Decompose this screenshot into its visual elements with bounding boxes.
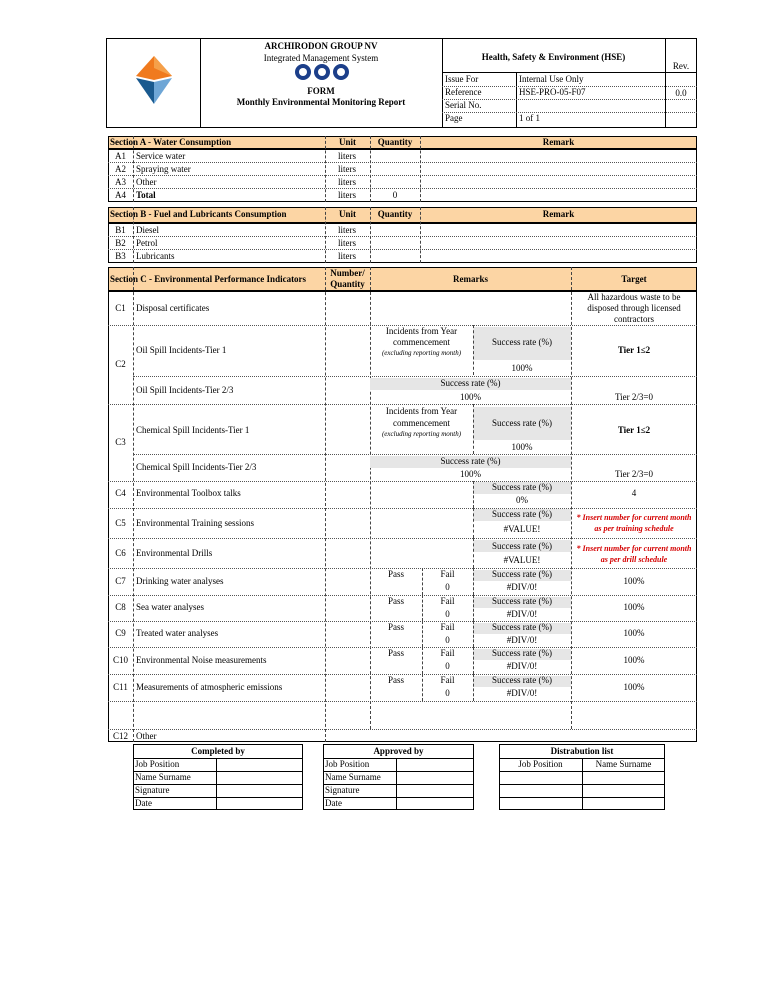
analysis-success-label: Success rate (%) xyxy=(492,569,552,579)
c5-success-rate: #VALUE! xyxy=(503,524,541,534)
analysis-success-label: Success rate (%) xyxy=(492,675,552,685)
serial-label: Serial No. xyxy=(445,100,482,110)
section-c-quantity-header: Quantity xyxy=(330,279,365,289)
c4-success-label: Success rate (%) xyxy=(492,482,552,492)
row-code: B1 xyxy=(115,225,126,235)
c2-tier1-name: Oil Spill Incidents-Tier 1 xyxy=(136,345,227,355)
analysis-success-label: Success rate (%) xyxy=(492,596,552,606)
section-a-remark-header: Remark xyxy=(542,137,575,147)
completed-signature-field[interactable] xyxy=(217,785,302,797)
section-b-title: Section B - Fuel and Lubricants Consumption xyxy=(110,209,287,219)
approved-date-label: Date xyxy=(325,798,342,808)
company-logo xyxy=(132,54,176,106)
distribution-row[interactable] xyxy=(500,772,664,784)
approved-name-label: Name Surname xyxy=(325,772,381,782)
analysis-name: Sea water analyses xyxy=(136,602,204,612)
c1-target-line1: All hazardous waste to be xyxy=(587,292,681,302)
c5-code: C5 xyxy=(115,518,126,528)
c2-tier23-success-label: Success rate (%) xyxy=(440,378,501,388)
c3-tier23-name: Chemical Spill Incidents-Tier 2/3 xyxy=(136,462,257,472)
analysis-target: 100% xyxy=(623,628,645,638)
distribution-name-header: Name Surname xyxy=(595,759,652,769)
analysis-name: Environmental Noise measurements xyxy=(136,655,267,665)
c5-note-line1: * Insert number for current month xyxy=(576,513,692,522)
row-code: A4 xyxy=(115,190,126,200)
c1-name: Disposal certificates xyxy=(136,303,210,313)
analysis-fail-value: 0 xyxy=(445,609,450,619)
analysis-pass-label: Pass xyxy=(387,675,404,685)
section-b-unit-header: Unit xyxy=(338,209,356,219)
c6-success-label: Success rate (%) xyxy=(492,541,552,551)
reference-value: HSE-PRO-05-F07 xyxy=(519,87,586,97)
section-a-title: Section A - Water Consumption xyxy=(110,137,232,147)
distribution-row[interactable] xyxy=(500,798,664,810)
c5-name: Environmental Training sessions xyxy=(136,518,255,528)
approved-name-field[interactable] xyxy=(397,772,473,784)
analysis-success-rate: #DIV/0! xyxy=(506,582,538,592)
row-code: A1 xyxy=(115,151,126,161)
analysis-code: C9 xyxy=(115,628,126,638)
completed-job-position-label: Job Position xyxy=(135,759,180,769)
c3-success-label: Success rate (%) xyxy=(492,418,552,428)
c3-code: C3 xyxy=(115,437,126,447)
c2-target-tier1: Tier 1≤2 xyxy=(617,345,651,355)
distribution-job-position-header: Job Position xyxy=(518,759,563,769)
row-name: Service water xyxy=(136,151,186,161)
c3-tier1-name: Chemical Spill Incidents-Tier 1 xyxy=(136,425,250,435)
system-name: Integrated Management System xyxy=(263,53,379,63)
section-c-number-header: Number/ xyxy=(330,268,365,278)
row-name-total: Total xyxy=(136,190,156,200)
analysis-pass-label: Pass xyxy=(387,648,404,658)
completed-by-title: Completed by xyxy=(191,746,245,756)
c1-target-line3: contractors xyxy=(614,314,654,324)
completed-signature-label: Signature xyxy=(135,785,170,795)
c2-incidents-line1: Incidents from Year xyxy=(385,326,458,336)
analysis-target: 100% xyxy=(623,655,645,665)
row-unit: liters xyxy=(338,190,356,200)
completed-name-label: Name Surname xyxy=(135,772,191,782)
analysis-success-rate: #DIV/0! xyxy=(506,661,538,671)
c5-success-label: Success rate (%) xyxy=(492,509,552,519)
approved-signature-label: Signature xyxy=(325,785,360,795)
row-unit: liters xyxy=(338,238,356,248)
analysis-success-rate: #DIV/0! xyxy=(506,688,538,698)
row-unit: liters xyxy=(338,177,356,187)
analysis-fail-label: Fail xyxy=(440,648,455,658)
section-c-title: Section C - Environmental Performance Indicators xyxy=(110,274,307,284)
row-code: B3 xyxy=(115,251,126,261)
analysis-success-rate: #DIV/0! xyxy=(506,609,538,619)
c2-tier23-rate: 100% xyxy=(460,392,481,402)
analysis-pass-label: Pass xyxy=(387,622,404,632)
c2-incidents-note: (excluding reporting month) xyxy=(381,349,462,357)
cgg-logo xyxy=(294,63,350,81)
row-name: Spraying water xyxy=(136,164,191,174)
analysis-code: C8 xyxy=(115,602,126,612)
c6-code: C6 xyxy=(115,548,126,558)
total-quantity: 0 xyxy=(392,190,398,200)
c6-success-rate: #VALUE! xyxy=(503,555,541,565)
report-title: Monthly Environmental Monitoring Report xyxy=(236,97,406,107)
c6-note-line2: as per drill schedule xyxy=(600,555,668,564)
analysis-success-label: Success rate (%) xyxy=(492,648,552,658)
analysis-fail-value: 0 xyxy=(445,635,450,645)
row-unit: liters xyxy=(338,151,356,161)
section-b-qty-header: Quantity xyxy=(377,209,413,219)
c2-target-tier23: Tier 2/3=0 xyxy=(615,392,653,402)
analysis-fail-value: 0 xyxy=(445,688,450,698)
analysis-target: 100% xyxy=(623,576,645,586)
analysis-target: 100% xyxy=(623,682,645,692)
c4-code: C4 xyxy=(115,488,126,498)
analysis-fail-label: Fail xyxy=(440,569,455,579)
analysis-fail-value: 0 xyxy=(445,661,450,671)
reference-label: Reference xyxy=(445,87,482,97)
c12-code: C12 xyxy=(112,731,128,741)
row-code: B2 xyxy=(115,238,126,248)
page-value: 1 of 1 xyxy=(519,113,540,123)
c3-target-tier23: Tier 2/3=0 xyxy=(615,469,653,479)
row-unit: liters xyxy=(338,164,356,174)
approved-signature-field[interactable] xyxy=(397,785,473,797)
analysis-code: C11 xyxy=(113,682,128,692)
completed-name-field[interactable] xyxy=(217,772,302,784)
c2-incidents-line2: commencement xyxy=(393,337,450,347)
analysis-pass-label: Pass xyxy=(387,596,404,606)
c3-success-rate: 100% xyxy=(511,442,533,452)
c3-incidents-line2: commencement xyxy=(393,418,450,428)
c1-code: C1 xyxy=(115,303,126,313)
approved-job-position-field[interactable] xyxy=(397,759,473,771)
c1-target-line2: disposed through licensed xyxy=(587,303,681,313)
page-label: Page xyxy=(445,113,463,123)
analysis-fail-value: 0 xyxy=(445,582,450,592)
approved-job-position-label: Job Position xyxy=(325,759,370,769)
analysis-name: Drinking water analyses xyxy=(136,576,224,586)
c4-success-rate: 0% xyxy=(516,495,528,505)
row-name: Lubricants xyxy=(136,251,175,261)
completed-date-field[interactable] xyxy=(217,798,302,810)
section-c-remarks-header: Remarks xyxy=(453,274,488,284)
row-code: A2 xyxy=(115,164,126,174)
c3-tier23-rate: 100% xyxy=(460,469,481,479)
c3-incidents-line1: Incidents from Year xyxy=(385,406,458,416)
c5-note-line2: as per training schedule xyxy=(594,524,674,533)
section-c-target-header: Target xyxy=(621,274,647,284)
c12-name: Other xyxy=(136,731,157,741)
analysis-code: C10 xyxy=(112,655,128,665)
rev-label: Rev. xyxy=(672,61,690,71)
analysis-success-label: Success rate (%) xyxy=(492,622,552,632)
rev-value: 0.0 xyxy=(675,88,687,98)
c6-name: Environmental Drills xyxy=(136,548,213,558)
row-code: A3 xyxy=(115,177,126,187)
issue-for-label: Issue For xyxy=(445,74,479,84)
analysis-target: 100% xyxy=(623,602,645,612)
c2-success-rate: 100% xyxy=(511,363,533,373)
hse-title: Health, Safety & Environment (HSE) xyxy=(481,52,626,62)
section-b-remark-header: Remark xyxy=(542,209,575,219)
c4-name: Environmental Toolbox talks xyxy=(136,488,241,498)
analysis-pass-label: Pass xyxy=(387,569,404,579)
row-unit: liters xyxy=(338,251,356,261)
row-name: Other xyxy=(136,177,157,187)
section-a-qty-header: Quantity xyxy=(377,137,413,147)
c2-success-label: Success rate (%) xyxy=(492,337,552,347)
analysis-fail-label: Fail xyxy=(440,675,455,685)
c3-incidents-note: (excluding reporting month) xyxy=(381,430,462,438)
distribution-row[interactable] xyxy=(500,785,664,797)
distribution-title: Distrabution list xyxy=(550,746,614,756)
completed-job-position-field[interactable] xyxy=(217,759,302,771)
row-unit: liters xyxy=(338,225,356,235)
c3-tier23-success-label: Success rate (%) xyxy=(440,456,501,466)
issue-for-value: Internal Use Only xyxy=(519,74,584,84)
row-name: Diesel xyxy=(136,225,159,235)
analysis-success-rate: #DIV/0! xyxy=(506,635,538,645)
completed-date-label: Date xyxy=(135,798,152,808)
c2-tier23-name: Oil Spill Incidents-Tier 2/3 xyxy=(136,385,234,395)
analysis-fail-label: Fail xyxy=(440,622,455,632)
analysis-code: C7 xyxy=(115,576,126,586)
approved-date-field[interactable] xyxy=(397,798,473,810)
c2-code: C2 xyxy=(115,359,126,369)
c3-target-tier1: Tier 1≤2 xyxy=(617,425,651,435)
c4-target: 4 xyxy=(631,488,637,498)
row-name: Petrol xyxy=(136,238,158,248)
analysis-name: Measurements of atmospheric emissions xyxy=(136,682,283,692)
analysis-name: Treated water analyses xyxy=(136,628,219,638)
company-name: ARCHIRODON GROUP NV xyxy=(264,41,378,51)
c6-note-line1: * Insert number for current month xyxy=(576,544,692,553)
section-a-unit-header: Unit xyxy=(338,137,356,147)
form-label: FORM xyxy=(307,86,335,96)
analysis-fail-label: Fail xyxy=(440,596,455,606)
approved-by-title: Approved by xyxy=(373,746,424,756)
